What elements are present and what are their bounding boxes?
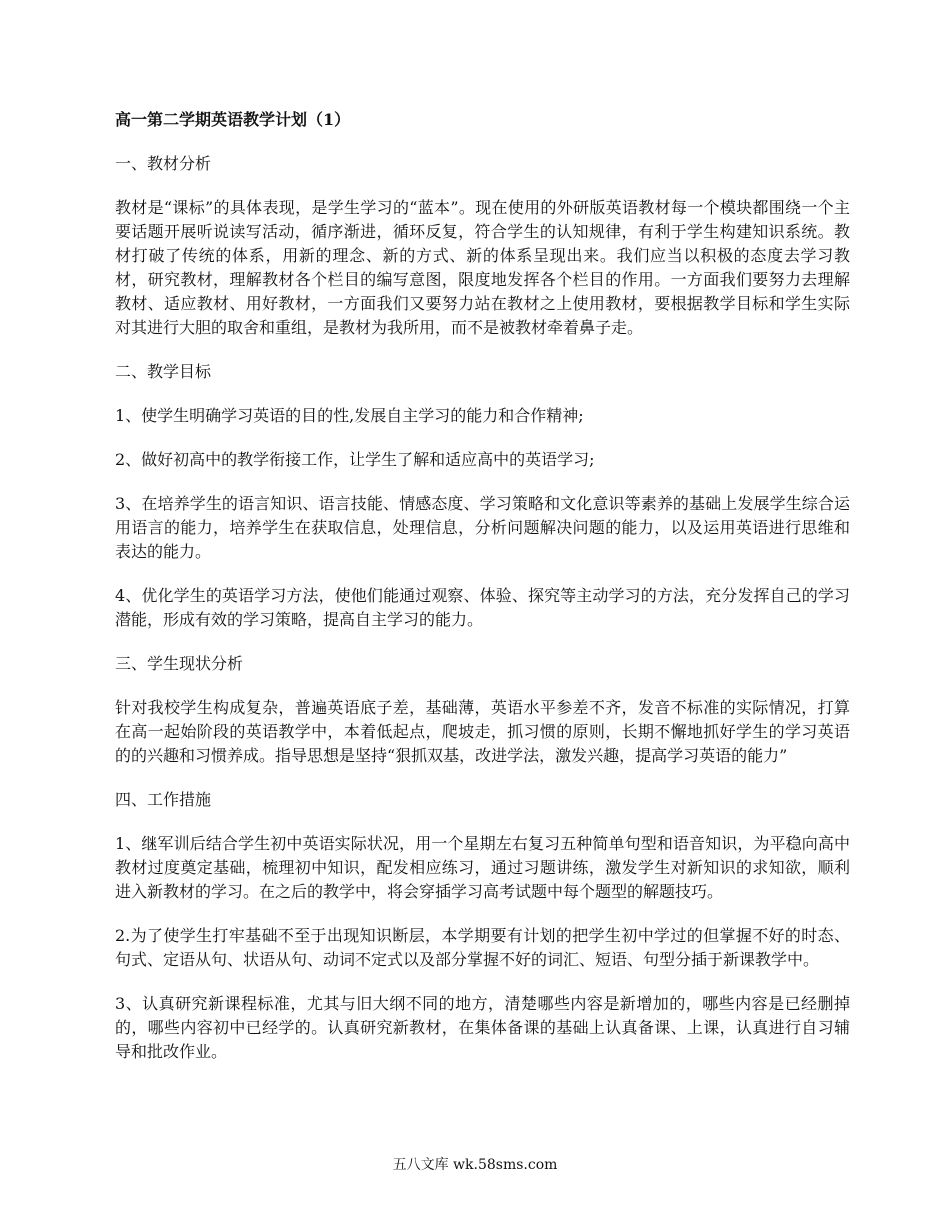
section-teaching-goals bbox=[115, 360, 850, 632]
section-heading: 四、工作措施 bbox=[115, 790, 212, 809]
paragraph: 针对我校学生构成复杂，普遍英语底子差，基础薄，英语水平参差不齐，发音不标准的实际情况，打算在高一起始阶段的英语教学中，本着低起点，爬坡走，抓习惯的原则，长期不懈地抓好学生的学习英语的的兴趣和习惯养成。指导思想是坚持“狠抓双基，改进学法，激发兴趣，提高学习英语的能力” bbox=[115, 698, 850, 765]
section-work-measures bbox=[115, 788, 850, 1064]
section-heading: 二、教学目标 bbox=[115, 362, 212, 381]
section-textbook-analysis bbox=[115, 152, 850, 340]
section-student-status bbox=[115, 652, 850, 768]
paragraph: 4、优化学生的英语学习方法，使他们能通过观察、体验、探究等主动学习的方法，充分发挥自己的学习潜能，形成有效的学习策略，提高自主学习的能力。 bbox=[115, 586, 850, 629]
section-heading: 一、教材分析 bbox=[115, 154, 212, 173]
paragraph: 3、在培养学生的语言知识、语言技能、情感态度、学习策略和文化意识等素养的基础上发展学生综合运用语言的能力，培养学生在获取信息，处理信息，分析问题解决问题的能力，以及运用英语进行思维和表达的能力。 bbox=[115, 494, 850, 561]
paragraph: 1、使学生明确学习英语的目的性,发展自主学习的能力和合作精神; bbox=[115, 406, 584, 425]
document-body bbox=[115, 108, 850, 1084]
paragraph: 2.为了使学生打牢基础不至于出现知识断层，本学期要有计划的把学生初中学过的但掌握不好的时态、句式、定语从句、状语从句、动词不定式以及部分掌握不好的词汇、短语、句型分插于新课教学中。 bbox=[115, 926, 850, 969]
paragraph: 3、认真研究新课程标准，尤其与旧大纲不同的地方，清楚哪些内容是新增加的，哪些内容是已经删掉的，哪些内容初中已经学的。认真研究新教材，在集体备课的基础上认真备课、上课，认真进行自习辅导和批改作业。 bbox=[115, 994, 850, 1061]
document-title: 高一第二学期英语教学计划（1） bbox=[115, 110, 351, 129]
paragraph: 2、做好初高中的教学衔接工作，让学生了解和适应高中的英语学习; bbox=[115, 450, 595, 469]
paragraph: 教材是“课标”的具体表现，是学生学习的“蓝本”。现在使用的外研版英语教材每一个模块都围绕一个主要话题开展听说读写活动，循序渐进，循环反复，符合学生的认知规律，有利于学生构建知识系统。教材打破了传统的体系，用新的理念、新的方式、新的体系呈现出来。我们应当以积极的态度去学习教材，研究教材，理解教材各个栏目的编写意图，限度地发挥各个栏目的作用。一方面我们要努力去理解教材、适应教材、用好教材，一方面我们又要努力站在教材之上使用教材，要根据教学目标和学生实际对其进行大胆的取舍和重组，是教材为我所用，而不是被教材牵着鼻子走。 bbox=[115, 198, 850, 337]
section-heading: 三、学生现状分析 bbox=[115, 654, 244, 673]
footer-watermark: 五八文库 wk.58sms.com bbox=[392, 1157, 558, 1173]
paragraph: 1、继军训后结合学生初中英语实际状况，用一个星期左右复习五种简单句型和语音知识，为平稳向高中教材过度奠定基础，梳理初中知识，配发相应练习，通过习题讲练，激发学生对新知识的求知欲，顺利进入新教材的学习。在之后的教学中，将会穿插学习高考试题中每个题型的解题技巧。 bbox=[115, 834, 850, 901]
